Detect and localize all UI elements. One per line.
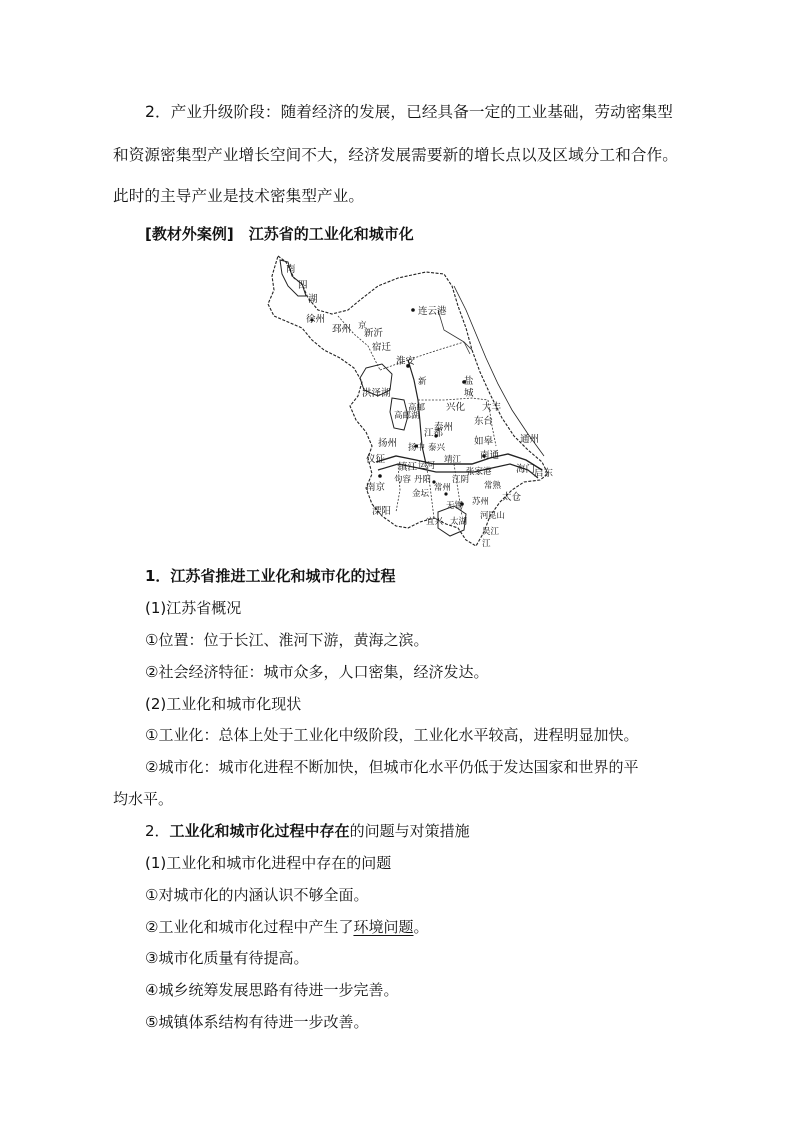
nanjing-dot	[378, 474, 382, 478]
map-label-yunhe: 运河	[418, 461, 436, 471]
map-label-zhenjiang: 镇江	[398, 462, 418, 473]
map-label-changzhou: 常州	[434, 483, 452, 493]
map-label-xuzhou: 徐州	[306, 314, 326, 325]
para-1-line-2: 和资源密集型产业增长空间不大，经济发展需要新的增长点以及区域分工和合作。	[113, 146, 678, 164]
coast-line	[454, 286, 544, 456]
section-2-item-3: ③城市化质量有待提高。	[145, 949, 309, 967]
map-label-suzhou: 苏州	[472, 497, 490, 507]
map-label-zhangjiagang: 张家港	[466, 467, 492, 477]
map-label-taizhou: 泰州	[434, 422, 454, 433]
map-label-yangzhou: 扬州	[378, 438, 398, 449]
map-label-xinghua: 兴化	[446, 402, 466, 413]
map-label-jing: 京	[358, 321, 367, 331]
map-label-haimen: 海门	[516, 464, 536, 475]
section-1-item-3: ①工业化：总体上处于工业化中级阶段，工业化水平较高，进程明显加快。	[145, 726, 639, 744]
map-label-taixing: 泰兴	[428, 443, 446, 453]
para-1-line-3: 此时的主导产业是技术密集型产业。	[113, 187, 365, 205]
section-2-item-5: ⑤城镇体系结构有待进一步改善。	[145, 1013, 369, 1031]
map-label-nan: 南	[286, 264, 296, 275]
lianyungang-dot	[411, 308, 415, 312]
map-label-danyang: 丹阳	[414, 475, 432, 485]
section-1-heading: 1．江苏省推进工业化和城市化的过程	[145, 567, 396, 585]
map-label-dafeng: 大丰	[482, 402, 502, 413]
section-2-heading-rest: 的问题与对策措施	[349, 822, 470, 840]
map-label-jurong: 句容	[394, 475, 412, 485]
section-2-item-4: ④城乡统筹发展思路有待进一步完善。	[145, 981, 399, 999]
map-label-yizheng: 仪征	[366, 454, 386, 465]
boundary-1	[380, 342, 464, 370]
section-1-item-1: ①位置：位于长江、淮河下游，黄海之滨。	[145, 631, 429, 649]
section-1-item-4b: 均水平。	[113, 790, 174, 808]
map-label-nanjing: 南京	[366, 482, 386, 493]
para-1-line-1: 2．产业升级阶段：随着经济的发展，已经具备一定的工业基础，劳动密集型	[145, 103, 673, 121]
section-2-item-2-post: 。	[413, 918, 429, 936]
section-1-sub-2: (2)工业化和城市化现状	[145, 695, 302, 713]
map-label-gaoyou: 高邮	[408, 403, 426, 413]
map-label-yancheng-2: 城	[464, 388, 474, 399]
map-label-si: 四	[298, 280, 308, 291]
map-label-nantong: 南通	[480, 450, 500, 461]
section-1-item-2: ②社会经济特征：城市众多，人口密集，经济发达。	[145, 663, 489, 681]
map-label-wujiang: 吴江	[482, 527, 500, 537]
map-label-jingjiang: 靖江	[444, 455, 462, 465]
map-label-qidong: 启东	[534, 468, 554, 479]
map-label-shanghe: 河	[480, 511, 489, 521]
map-label-wuxi: 无锡	[446, 501, 464, 511]
map-label-yangzhong: 扬中	[408, 443, 426, 453]
section-1-sub-1: (1)江苏省概况	[145, 599, 242, 617]
boundary-8	[464, 342, 470, 354]
section-2-item-1: ①对城市化的内涵认识不够全面。	[145, 886, 369, 904]
map-label-xinyi: 新沂	[364, 328, 384, 339]
section-2-heading	[145, 821, 470, 841]
map-label-jiang: 江	[482, 539, 491, 549]
map-label-kunshan: 昆山	[488, 511, 506, 521]
map-label-rugao: 如皋	[474, 436, 494, 447]
map-label-taihu: 太湖	[450, 517, 468, 527]
map-label-jiangyin: 江阴	[452, 475, 470, 485]
map-label-yixing: 宜兴	[426, 517, 444, 527]
section-2-sub-1: (1)工业化和城市化进程中存在的问题	[145, 854, 392, 872]
section-2-item-2	[145, 917, 428, 937]
section-2-heading-number: 2．	[145, 822, 170, 840]
jiangsu-map	[258, 250, 558, 550]
section-2-heading-bold: 工业化和城市化过程中存在	[169, 822, 350, 840]
map-label-yancheng-1: 盐	[464, 376, 474, 387]
map-label-dongtai: 东台	[474, 416, 494, 427]
map-label-hongzehu: 洪泽湖	[362, 388, 391, 399]
map-label-liyang: 溧阳	[372, 506, 392, 517]
map-label-jiangdu: 江都	[424, 428, 444, 439]
map-label-jintan: 金坛	[412, 489, 430, 499]
map-label-gaoyouhu: 高邮湖	[394, 411, 420, 421]
map-label-hu: 湖	[308, 294, 318, 305]
map-label-tongzhou: 通州	[520, 434, 540, 445]
boundary-2	[418, 398, 488, 400]
section-2-item-2-pre: ②工业化和城市化过程中产生了	[145, 918, 354, 936]
section-2-item-2-underlined: 环境问题	[353, 918, 414, 936]
map-label-pizhou: 邳州	[332, 324, 352, 335]
case-title: [教材外案例] 江苏省的工业化和城市化	[145, 225, 414, 243]
map-label-lianyungang: 连云港	[418, 306, 447, 317]
section-1-item-4a: ②城市化：城市化进程不断加快，但城市化水平仍低于发达国家和世界的平	[145, 758, 639, 776]
map-label-changshu: 常熟	[484, 481, 502, 491]
map-label-xin: 新	[418, 377, 427, 387]
map-label-suqian: 宿迁	[372, 342, 392, 353]
map-label-huaian: 淮安	[396, 356, 416, 367]
map-label-taicang: 太仓	[502, 492, 522, 503]
